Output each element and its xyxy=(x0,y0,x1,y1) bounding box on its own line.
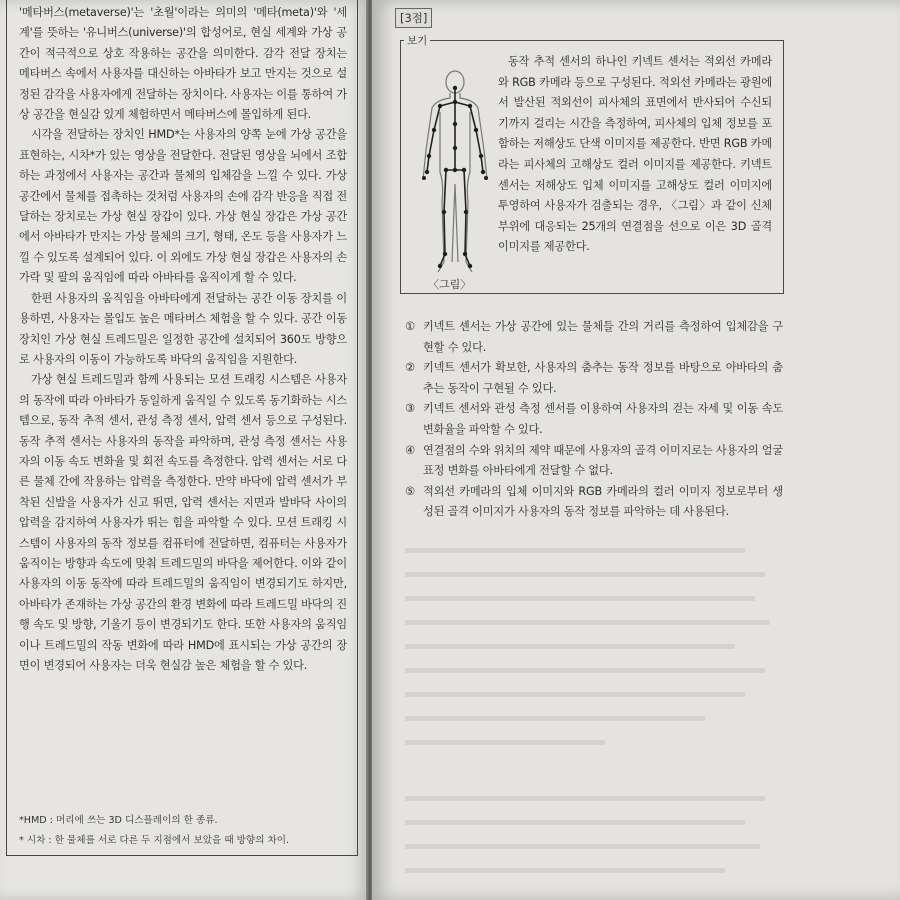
show-through-line xyxy=(405,620,770,625)
bogi-text: 동작 추적 센서의 하나인 키넥트 센서는 적외선 카메라와 RGB 카메라 등으로 구성된다. 적외선 카메라는 광원에서 발산된 적외선이 피사체의 표면에서 반사되어 수신되기까지 걸리는 시간을 측정하여, 피사체의 입체 정보를 포함하는 저해상도 단색 이미지를 제공한다. 반면 RGB 카메라는 피사체의 고해상도 컬러 이미지를 제공한다. 키넥트 센서는 저해상도 입체 이미지를 고해상도 컬러 이미지에 투영하여 사용자가 검출되는 경우, 〈그림〉과 같이 신체 부위에 대응되는 25개의 연결점을 선으로 이은 3D 골격 이미지를 제공한다. xyxy=(498,55,772,254)
answer-option-2[interactable] xyxy=(405,358,783,399)
answer-option-5[interactable] xyxy=(405,482,783,523)
show-through-line xyxy=(405,796,765,801)
show-through-line xyxy=(405,692,745,697)
show-through-line xyxy=(405,716,705,721)
footnotes xyxy=(19,811,347,851)
passage-paragraph-1: '메타버스(metaverse)'는 '초월'이라는 의미의 '메타(meta)'와 '세계'를 뜻하는 '유니버스(universe)'의 합성어로, 현실 세계와 가상 공간이 적극적으로 상호 작용하는 공간을 의미한다. 감각 전달 장치는 메타버스 속에서 사용자를 대신하는 아바타가 보고 만지는 것으로 설정된 감각을 사용자에게 전달하는 장치이다. 사용자는 이를 통하여 가상 공간을 현실감 있게 체험하면서 메타버스에 몰입하게 된다. xyxy=(19,6,347,122)
option-text: 키넥트 센서가 확보한, 사용자의 춤추는 동작 정보를 바탕으로 아바타의 춤추는 동작이 구현될 수 있다. xyxy=(423,361,783,395)
passage-paragraph-2: 시각을 전달하는 장치인 HMD*는 사용자의 양쪽 눈에 가상 공간을 표현하는, 시차*가 있는 영상을 전달한다. 전달된 영상을 뇌에서 조합하는 과정에서 사용자는 공간과 물체의 입체감을 느낄 수 있다. 가상 공간에서 물체를 접촉하는 것처럼 사용자의 손에 감각 반응을 직접 전달하는 장치로는 가상 현실 장갑이 있다. 가상 현실 장갑은 가상 공간에서 아바타가 만지는 가상 물체의 크기, 형태, 온도 등을 사용자가 느낄 수 있도록 설계되어 있다. 이 외에도 가상 현실 장갑은 사용자의 손가락 및 팔의 움직임에 따라 아바타를 움직이게 할 수 있다. xyxy=(19,128,347,285)
show-through-line xyxy=(405,844,760,849)
option-text: 적외선 카메라의 입체 이미지와 RGB 카메라의 컬러 이미지 정보로부터 생성된 골격 이미지가 사용자의 동작 정보를 파악하는 데 사용된다. xyxy=(423,484,783,519)
left-page xyxy=(0,0,368,900)
option-number: ① xyxy=(405,320,415,333)
option-number: ⑤ xyxy=(405,484,415,498)
show-through-line xyxy=(405,868,725,873)
option-number: ② xyxy=(405,361,415,375)
show-through-line xyxy=(405,740,605,745)
passage-paragraph-3: 한편 사용자의 움직임을 아바타에게 전달하는 공간 이동 장치를 이용하면, 사용자는 몰입도 높은 메타버스 체험을 할 수 있다. 공간 이동 장치인 가상 현실 트레드밀은 일정한 공간에 설치되어 360도 방향으로 사용자의 이동이 가능하도록 바닥의 움직임을 지원한다. xyxy=(19,291,347,366)
show-through-line xyxy=(405,572,765,577)
show-through-line xyxy=(405,596,755,601)
option-text: 키넥트 센서는 가상 공간에 있는 물체들 간의 거리를 측정하여 입체감을 구현할 수 있다. xyxy=(423,320,783,354)
skeleton-figure xyxy=(410,62,500,282)
answer-option-4[interactable] xyxy=(405,441,783,482)
option-text: 키넥트 센서와 관성 측정 센서를 이용하여 사용자의 걷는 자세 및 이동 속도 변화율을 파악할 수 있다. xyxy=(423,402,783,436)
option-number: ④ xyxy=(405,443,415,457)
figure-caption: 〈그림〉 xyxy=(428,278,472,291)
points-tag: [3점] xyxy=(395,8,432,28)
show-through-line xyxy=(405,548,745,553)
bogi-label: 보기 xyxy=(404,33,430,48)
footnote-hmd: *HMD : 머리에 쓰는 3D 디스플레이의 한 종류. xyxy=(19,815,218,826)
option-number: ③ xyxy=(405,402,415,416)
skeleton-lines xyxy=(427,88,483,266)
answer-option-1[interactable] xyxy=(405,317,783,358)
answer-option-3[interactable] xyxy=(405,399,783,440)
show-through-line xyxy=(405,644,735,649)
passage-paragraph-4: 가상 현실 트레드밀과 함께 사용되는 모션 트래킹 시스템은 사용자의 동작에 따라 아바타가 동일하게 움직일 수 있도록 동기화하는 시스템으로, 동작 추적 센서, 관성 측정 센서, 압력 센서 등으로 구성된다. 동작 추적 센서는 사용자의 동작을 파악하며, 관성 측정 센서는 사용자의 이동 속도 변화율 및 회전 속도를 측정한다. 압력 센서는 서로 다른 물체 간에 작용하는 압력을 측정한다. 만약 바닥에 압력 센서가 부착된 신발을 사용자가 신고 뛰면, 압력 센서는 지면과 발바닥 사이의 압력을 감지하여 사용자가 뛰는 힘을 파악할 수 있다. 모션 트래킹 시스템이 사용자의 동작 정보를 컴퓨터에 전달하면, 컴퓨터는 사용자가 움직이는 방향과 속도에 맞춰 트레드밀의 바닥을 제어한다. 이와 같이 사용자의 이동 동작에 따라 트레드밀의 움직임이 변경되기도 하지만, 아바타가 존재하는 가상 공간의 환경 변화에 따라 트레드밀 바닥의 진행 속도 및 방향, 기울기 등이 변경되기도 한다. 또한 사용자의 움직임이나 트레드밀의 작동 변화에 따라 HMD에 표시되는 가상 공간의 장면이 변경되어 사용자는 더욱 현실감 높은 체험을 할 수 있다. xyxy=(19,373,347,672)
show-through-line xyxy=(405,668,765,673)
passage-box xyxy=(6,0,358,856)
show-through-line xyxy=(405,820,745,825)
answer-options xyxy=(405,317,783,523)
footnote-parallax: * 시차 : 한 물체를 서로 다른 두 지점에서 보았을 때 방향의 차이. xyxy=(19,835,290,846)
option-text: 연결점의 수와 위치의 제약 때문에 사용자의 골격 이미지로는 사용자의 얼굴 표정 변화를 아바타에게 전달할 수 없다. xyxy=(423,443,783,478)
